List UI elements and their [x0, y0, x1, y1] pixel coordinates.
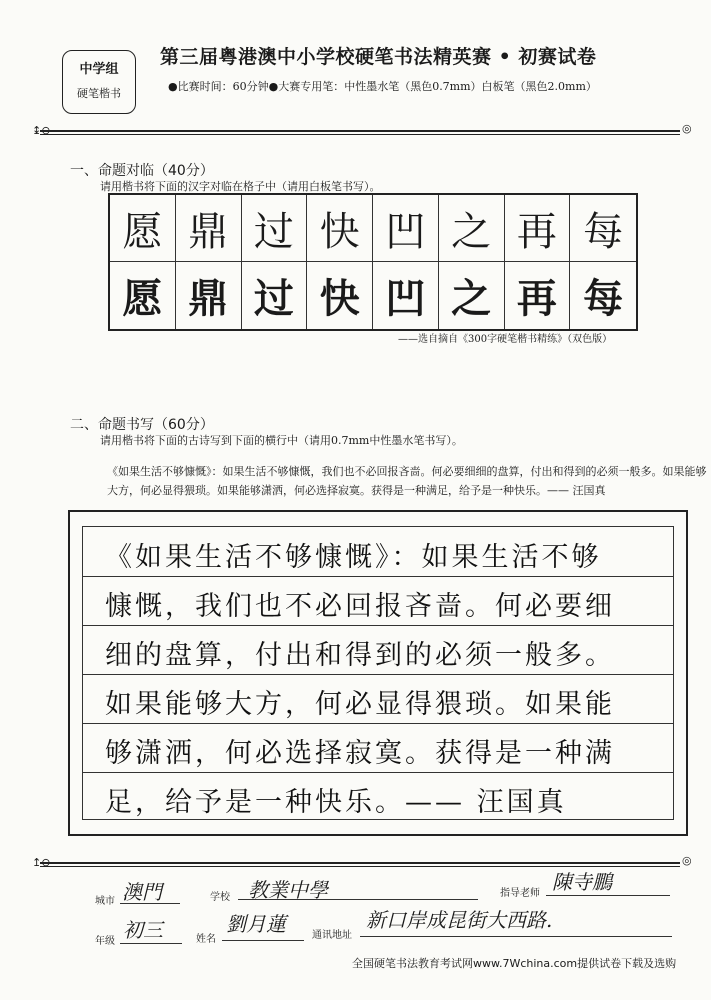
exam-rules: ●比赛时间：60分钟●大赛专用笔：中性墨水笔（黑色0.7mm）白板笔（黑色2.0mm） — [168, 80, 597, 93]
swirl-ornament-bottom: ◎ — [682, 854, 692, 867]
ruled-line — [83, 576, 673, 577]
handwritten-line: 慷慨，我们也不必回报吝啬。何必要细 — [105, 591, 615, 622]
name-label: 姓名 — [196, 934, 216, 945]
written-char: 之 — [439, 262, 505, 329]
footer-note: 全国硬笔书法教育考试网www.7Wchina.com提供试卷下载及选购 — [352, 957, 677, 970]
address-underline — [360, 936, 672, 937]
handwritten-line: 《如果生活不够慷慨》：如果生活不够 — [105, 542, 602, 573]
city-underline — [120, 903, 180, 904]
address-label: 通讯地址 — [312, 930, 352, 941]
city-value: 澳門 — [122, 880, 162, 904]
model-char: 鼎 — [176, 195, 242, 262]
section2-heading: 二、命题书写（60分） — [70, 417, 214, 433]
section2-instruction: 请用楷书将下面的古诗写到下面的横行中（请用0.7mm中性墨水笔书写）。 — [100, 434, 463, 447]
header-rule-thin — [40, 134, 680, 135]
swirl-ornament-top: ◎ — [682, 122, 692, 135]
writing-lines — [82, 526, 674, 820]
written-char: 快 — [307, 262, 373, 329]
exam-title: 第三届粤港澳中小学校硬笔书法精英赛 • 初赛试卷 — [160, 46, 597, 68]
grade-value: 初三 — [123, 918, 163, 942]
ruled-line — [83, 723, 673, 724]
name-value: 劉月蓮 — [226, 912, 286, 936]
model-char: 愿 — [110, 195, 176, 262]
badge-style-label: 硬笔楷书 — [77, 87, 121, 100]
grade-label: 年级 — [95, 936, 115, 947]
form-rule — [40, 862, 680, 864]
model-char: 每 — [570, 195, 636, 262]
arrow-ornament-top: ↨⊙ — [32, 124, 51, 137]
teacher-label: 指导老师 — [500, 888, 540, 899]
ruled-line — [83, 674, 673, 675]
arrow-ornament-bottom: ↥⊙ — [32, 856, 51, 869]
writing-box — [68, 510, 688, 836]
model-char: 快 — [307, 195, 373, 262]
copy-grid — [108, 193, 638, 331]
written-char: 愿 — [110, 262, 176, 329]
written-char: 每 — [583, 276, 624, 322]
handwritten-line: 够潇洒，何必选择寂寞。获得是一种满 — [105, 738, 615, 769]
model-char: 凹 — [373, 195, 439, 262]
school-value: 教業中學 — [248, 878, 328, 902]
badge-group-label: 中学组 — [79, 62, 119, 77]
section1-instruction: 请用楷书将下面的汉字对临在格子中（请用白板笔书写）。 — [100, 180, 381, 193]
school-underline — [238, 899, 478, 900]
model-char: 之 — [439, 195, 505, 262]
handwritten-line: 足，给予是一种快乐。—— 汪国真 — [105, 787, 567, 818]
name-underline — [222, 940, 304, 941]
city-label: 城市 — [95, 896, 115, 907]
written-char: 凹 — [373, 262, 439, 329]
model-char: 过 — [242, 195, 308, 262]
written-char: 再 — [505, 262, 571, 329]
ruled-line — [83, 625, 673, 626]
written-char: 过 — [242, 262, 308, 329]
handwritten-line: 如果能够大方，何必显得猥琐。如果能 — [105, 689, 615, 720]
source-note: ——选自摘自《300字硬笔楷书精练》（双色版） — [398, 334, 613, 345]
header-rule — [40, 130, 680, 132]
school-label: 学校 — [210, 892, 230, 903]
section1-heading: 一、命题对临（40分） — [70, 163, 214, 179]
teacher-value: 陳寺鵬 — [552, 870, 612, 894]
model-char: 再 — [505, 195, 571, 262]
poem-text: 《如果生活不够慷慨》：如果生活不够慷慨，我们也不必回报吝啬。何必要细细的盘算，付出和得到的必须一般多。如果能够大方，何必显得猥琐。如果能够潇洒，何必选择寂寞。获得是一种满足，给予是一种快乐。—— 汪国真 — [107, 465, 707, 497]
ruled-line — [83, 772, 673, 773]
group-badge — [62, 50, 136, 114]
handwritten-line: 细的盘算，付出和得到的必须一般多。 — [105, 640, 615, 671]
written-char: 鼎 — [176, 262, 242, 329]
grade-underline — [120, 943, 182, 944]
address-value: 新口岸成昆街大西路. — [366, 908, 553, 932]
teacher-underline — [546, 895, 670, 896]
